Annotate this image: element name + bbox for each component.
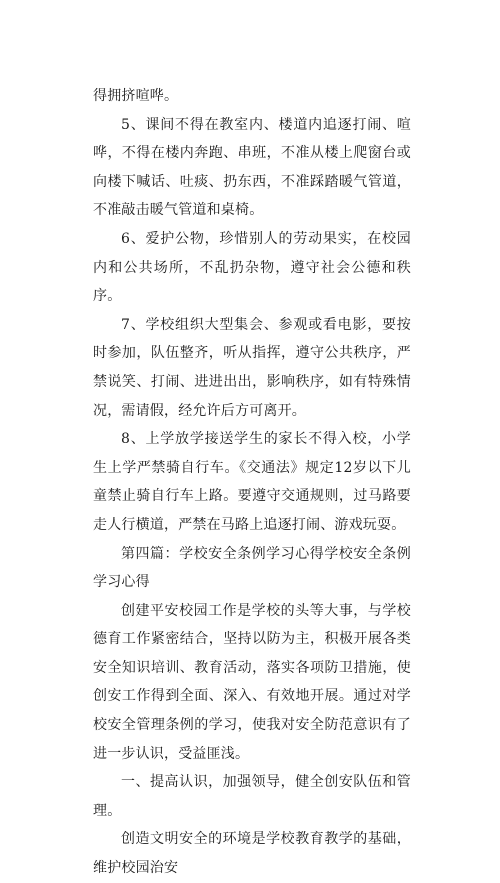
paragraph-rule-5: 5、课间不得在教室内、楼道内追逐打闹、喧哗，不得在楼内奔跑、串班，不准从楼上爬窗台或向楼下喊话、吐痰、扔东西，不准踩踏暖气管道，不准敲击暖气管道和桌椅。 xyxy=(93,116,411,219)
paragraph-continuation: 得拥挤喧哗。 xyxy=(93,88,179,104)
document-body xyxy=(93,82,411,883)
subsection-heading: 一、提高认识，加强领导，健全创安队伍和管理。 xyxy=(93,774,411,819)
paragraph-body: 创造文明安全的环境是学校教育教学的基础，维护校园治安 xyxy=(93,831,411,877)
paragraph-rule-6: 6、爱护公物，珍惜别人的劳动果实，在校园内和公共场所，不乱扔杂物，遵守社会公德和秩序。 xyxy=(93,230,411,305)
paragraph-rule-7: 7、学校组织大型集会、参观或看电影，要按时参加，队伍整齐，听从指挥，遵守公共秩序，严禁说笑、打闹、进进出出，影响秩序，如有特殊情况，需请假，经允许后方可离开。 xyxy=(93,316,411,419)
section-heading: 第四篇：学校安全条例学习心得学校安全条例学习心得 xyxy=(93,545,411,591)
paragraph-intro: 创建平安校园工作是学校的头等大事，与学校德育工作紧密结合，坚持以防为主，积极开展各类安全知识培训、教育活动，落实各项防卫措施，使创安工作得到全面、深入、有效地开展。通过对学校安全管理条例的学习，使我对安全防范意识有了进一步认识，受益匪浅。 xyxy=(93,602,411,762)
paragraph-rule-8: 8、上学放学接送学生的家长不得入校，小学生上学严禁骑自行车。《交通法》规定12岁以下儿童禁止骑自行车上路。要遵守交通规则，过马路要走人行横道，严禁在马路上追逐打闹、游戏玩耍。 xyxy=(93,431,411,533)
